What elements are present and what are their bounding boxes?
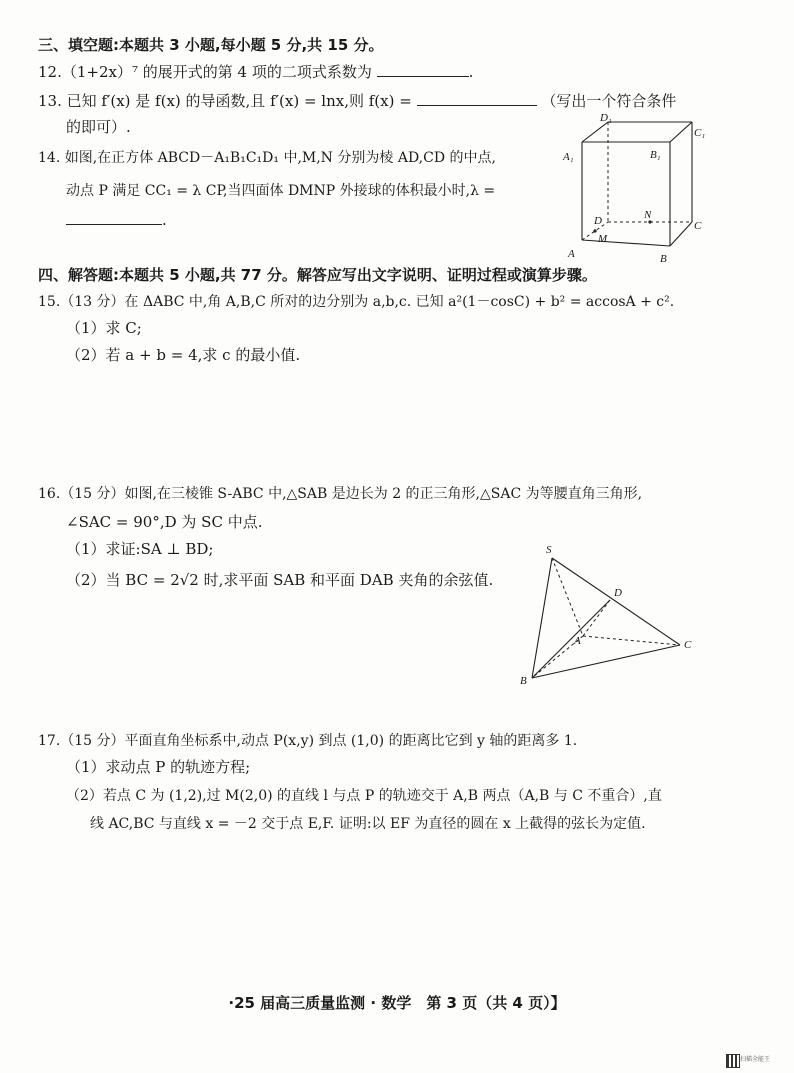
- question-13: [38, 91, 676, 111]
- label-d1: D₁: [600, 112, 612, 124]
- q17-part2-line1: （2）若点 C 为 (1,2),过 M(2,0) 的直线 l 与点 P 的轨迹交于 A,B 两点（A,B 与 C 不重合）,直: [66, 788, 662, 804]
- q12-text: 12.（1+2x）⁷ 的展开式的第 4 项的二项式系数为: [38, 63, 372, 81]
- q16-part1: （1）求证:SA ⊥ BD;: [66, 540, 214, 558]
- tetrahedron-figure: [510, 538, 710, 688]
- label-b1: B₁: [650, 149, 661, 161]
- cube-edge: [670, 122, 692, 142]
- q14-line3: [66, 210, 167, 230]
- label-s: S: [546, 544, 552, 556]
- q13-answer-blank: [417, 91, 537, 106]
- label-c: C: [684, 639, 692, 651]
- label-d: D: [594, 215, 602, 227]
- label-c: C: [694, 220, 702, 232]
- q12-answer-blank: [377, 62, 469, 77]
- label-m: M: [598, 233, 608, 245]
- section3-heading: 三、填空题:本题共 3 小题,每小题 5 分,共 15 分。: [38, 36, 384, 54]
- label-a1: A₁: [563, 151, 574, 163]
- point-m: [593, 229, 596, 232]
- cube-edge: [670, 222, 692, 246]
- q17-part1: （1）求动点 P 的轨迹方程;: [66, 758, 251, 776]
- label-b: B: [660, 253, 667, 265]
- q16-part2: （2）当 BC = 2√2 时,求平面 SAB 和平面 DAB 夹角的余弦值.: [66, 571, 494, 589]
- label-a: A: [574, 635, 581, 647]
- q17-stem: 17.（15 分）平面直角坐标系中,动点 P(x,y) 到点 (1,0) 的距离比它到 y 轴的距离多 1.: [38, 733, 578, 749]
- cube-edge: [582, 240, 670, 246]
- q13-suffix: （写出一个符合条件: [541, 92, 677, 110]
- edge-ac: [583, 636, 680, 645]
- q14-end: .: [162, 211, 167, 229]
- q15-part2: （2）若 a + b = 4,求 c 的最小值.: [66, 346, 301, 364]
- edge-bd: [532, 600, 610, 678]
- q15-part1: （1）求 C;: [66, 319, 142, 337]
- edge-sc: [552, 558, 680, 645]
- q14-line2: 动点 P 满足 CC₁ = λ CP,当四面体 DMNP 外接球的体积最小时,λ =: [66, 183, 496, 199]
- q16-stem2: ∠SAC = 90°,D 为 SC 中点.: [66, 513, 263, 531]
- label-a: A: [568, 248, 575, 260]
- q13-line1: 13. 已知 f′(x) 是 f(x) 的导函数,且 f′(x) = lnx,则 f(x) =: [38, 92, 412, 110]
- cube-edge: [582, 122, 608, 142]
- label-c1: C₁: [694, 127, 706, 139]
- q12-end: .: [468, 63, 474, 81]
- q14-line1: 14. 如图,在正方体 ABCD－A₁B₁C₁D₁ 中,M,N 分别为棱 AD,CD 的中点,: [38, 150, 496, 166]
- scan-watermark: 扫描全能王: [740, 1056, 771, 1063]
- label-n: N: [644, 209, 652, 221]
- edge-sb: [532, 558, 552, 678]
- qr-code-icon: [726, 1054, 740, 1068]
- label-b: B: [520, 675, 527, 687]
- edge-ad: [583, 600, 610, 636]
- question-12: [38, 62, 473, 82]
- section4-heading: 四、解答题:本题共 5 小题,共 77 分。解答应写出文字说明、证明过程或演算步骤。: [38, 266, 597, 284]
- q16-stem1: 16.（15 分）如图,在三棱锥 S-ABC 中,△SAB 是边长为 2 的正三角形,△SAC 为等腰直角三角形,: [38, 486, 643, 502]
- q17-part2-line2: 线 AC,BC 与直线 x = －2 交于点 E,F. 证明:以 EF 为直径的圆在 x 上截得的弦长为定值.: [90, 816, 646, 832]
- q14-answer-blank: [66, 210, 162, 225]
- q13-line2: 的即可）.: [66, 118, 131, 136]
- label-d: D: [614, 587, 622, 599]
- edge-sa: [552, 558, 583, 636]
- edge-bc: [532, 645, 680, 678]
- q15-stem: 15.（13 分）在 ΔABC 中,角 A,B,C 所对的边分别为 a,b,c. 已知 a²(1－cosC) + b² = accosA + c².: [38, 294, 675, 310]
- page-footer: ·25 届高三质量监测 · 数学 第 3 页（共 4 页）】: [228, 994, 566, 1012]
- cube-figure: [560, 112, 720, 272]
